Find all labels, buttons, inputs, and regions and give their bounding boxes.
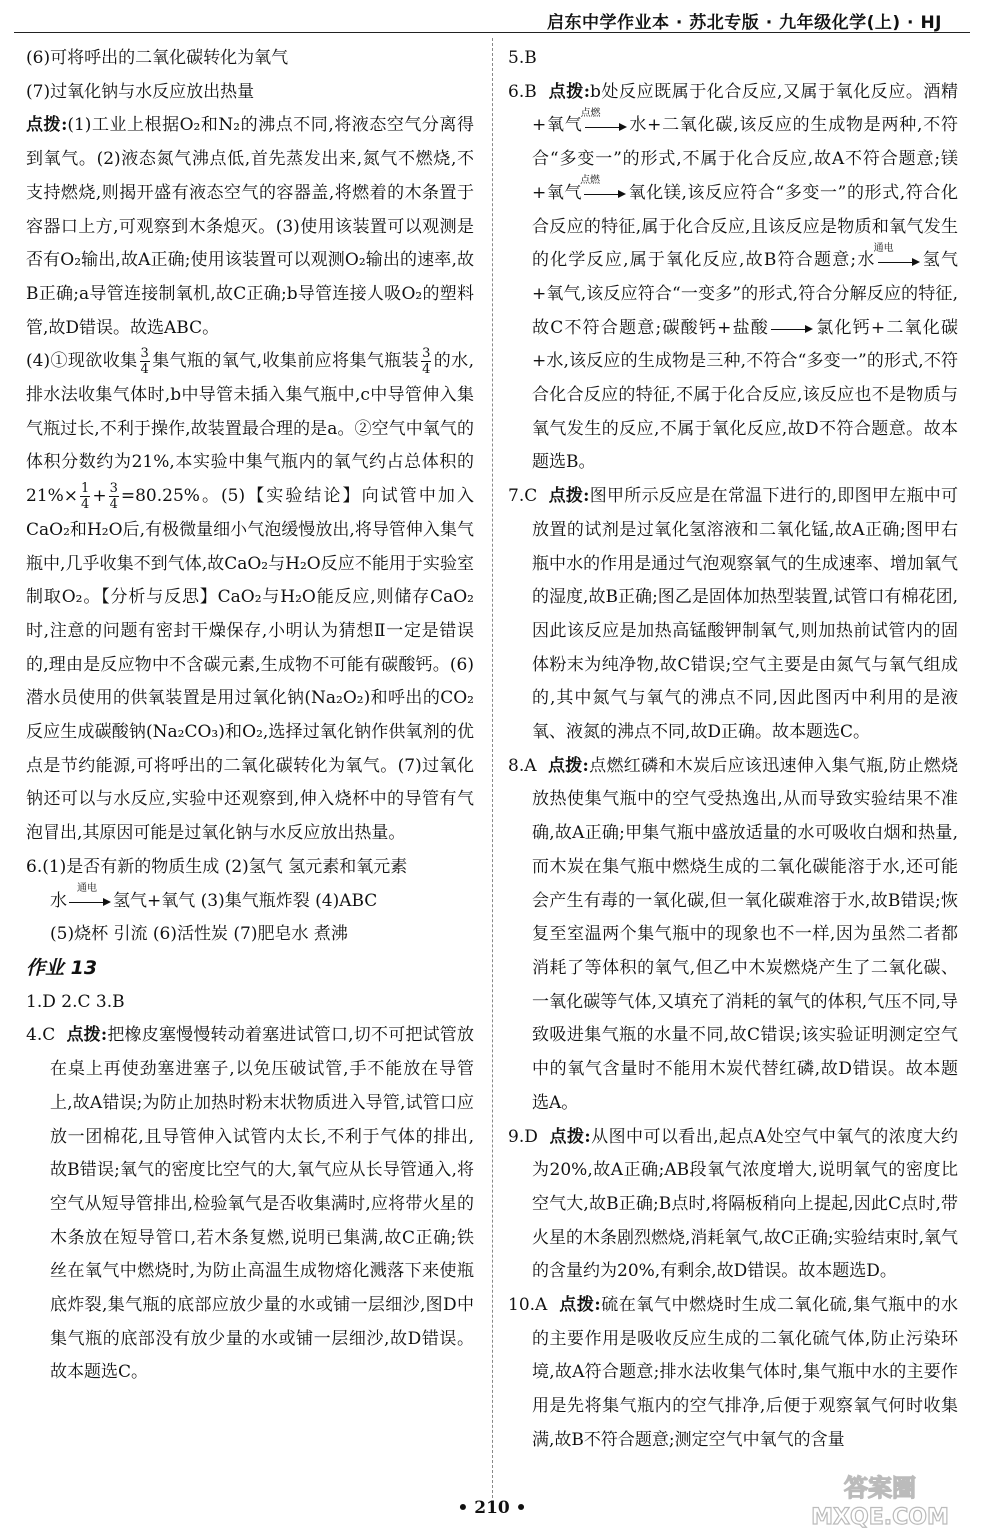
page-header bbox=[14, 0, 970, 34]
q9-tip-text: 从图中可以看出,起点A处空气中氧气的浓度大约为20%,故A正确;AB段氧气浓度增大,说明氧气的密度比空气大,故B正确;B点时,将隔板稍向上提起,因此C点时,带火星的木条剧烈燃烧,消耗氧气,故C正确;实验结束时,氧气的含量约为20%,有剩余,故D错误。故本题选D。 bbox=[532, 1126, 958, 1282]
page-number: • 210 • bbox=[457, 1498, 527, 1518]
watermark-bottom: MXQE.COM bbox=[811, 1505, 949, 1530]
q6-text-c: 氧化镁,该反应符合“多变一”的形式,符合化合反应的特征,属于化合反应,且该反应是物质和氧气发生的化学反应,属于氧化反应,故B符合题意;水 bbox=[532, 182, 958, 271]
q8-tip-label: 点拨: bbox=[547, 755, 589, 776]
q6-answer-line2 bbox=[26, 885, 474, 919]
q8-head: 8.A bbox=[508, 755, 537, 776]
q4-tip-label: 点拨: bbox=[66, 1025, 108, 1046]
q4-text-e: =80.25%。(5)【实验结论】向试管中加入CaO₂和H₂O后,有极微量细小气泡缓慢放出,将导管伸入集气瓶中,几乎收集不到气体,故CaO₂与H₂O反应不能用于实验室制取O₂。【分析与反思】CaO₂与H₂O能反应,则储存CaO₂时,注意的问题有密封干燥保存,小明认为猜想Ⅱ一定是错误的,理由是反应物中不含碳元素,生成物不可能有碳酸钙。(6)潜水员使用的供氧装置是用过氧化钠(Na₂O₂)和呼出的CO₂反应生成碳酸钠(Na₂CO₃)和O₂,选择过氧化钠作供氧剂的优点是节约能源,可将呼出的二氧化碳转化为氧气。(7)过氧化钠还可以与水反应,实验中还观察到,伸入烧杯中的导管有气泡冒出,其原因可能是过氧化钠与水反应放出热量。 bbox=[26, 486, 474, 844]
q4-head: 4.C bbox=[26, 1025, 56, 1046]
watermark-logo bbox=[790, 1468, 970, 1530]
q4-text-c: 的水,排水法收集气体时,b中导管未插入集气瓶中,c中导管伸入集气瓶过长,不利于操作,故装置最合理的是a。②空气中氧气的体积分数约为21%,本实验中集气瓶内的氧气约占总体积的21%× bbox=[26, 351, 474, 507]
header-title: 启东中学作业本 · 苏北专版 · 九年级化学(上) · HJ bbox=[547, 13, 942, 33]
q6-text-e: 氯化钙+二氧化碳+水,该反应的生成物是三种,不符合“多变一”的形式,不符合化合反应的特征,不属于化合反应,该反应也不是物质与氧气发生的反应,不属于氧化反应,故D不符合题意。故本题选B。 bbox=[532, 317, 958, 473]
answers-1-3: 1.D 2.C 3.B bbox=[26, 991, 125, 1012]
tip-label: 点拨: bbox=[26, 115, 68, 136]
q7-head: 7.C bbox=[508, 486, 538, 507]
plus-sign: + bbox=[92, 486, 107, 507]
q6-answer-line3: (5)烧杯 引流 (6)活性炭 (7)肥皂水 煮沸 bbox=[50, 924, 348, 945]
q6-line2-text: 氢气+氧气 (3)集气瓶炸裂 (4)ABC bbox=[113, 890, 378, 911]
answer-line-6: (6)可将呼出的二氧化碳转化为氧气 bbox=[26, 48, 289, 68]
answer-5: 5.B bbox=[508, 48, 537, 68]
reaction-arrow-icon-2 bbox=[771, 323, 813, 333]
q4-explanation bbox=[26, 1019, 474, 1390]
q9-tip-label: 点拨: bbox=[549, 1126, 591, 1147]
electrolysis-arrow-icon: 通电 bbox=[878, 256, 920, 266]
section-title: 作业 13 bbox=[26, 956, 98, 979]
q6-head: 6.B bbox=[508, 81, 537, 102]
header-rule bbox=[14, 32, 970, 33]
reaction-arrow-icon: 通电 bbox=[69, 896, 111, 906]
q7-explanation bbox=[508, 480, 958, 750]
left-column bbox=[26, 42, 474, 1390]
answer-line-7: (7)过氧化钠与水反应放出热量 bbox=[26, 81, 255, 102]
watermark-top: 答案圈 bbox=[844, 1474, 916, 1502]
q8-explanation bbox=[508, 750, 958, 1121]
q6-text-a: b处反应既属于化合反应,又属于氧化反应。酒精+氧气 bbox=[532, 81, 958, 136]
q6-explanation bbox=[508, 76, 958, 480]
q10-tip-label: 点拨: bbox=[559, 1295, 601, 1316]
q8-tip-text: 点燃红磷和木炭后应该迅速伸入集气瓶,防止燃烧放热使集气瓶中的空气受热逸出,从而导致实验结果不准确,故A正确;甲集气瓶中盛放适量的水可吸收白烟和热量,而木炭在集气瓶中燃烧生成的二氧化碳能溶于水,还可能会产生有毒的一氧化碳,但一氧化碳难溶于水,故B错误;恢复至室温两个集气瓶中的现象也不一样,因为虽然二者都消耗了等体积的氧气,但乙中木炭燃烧产生了二氧化碳、一氧化碳等气体,又填充了消耗的氧气的体积,气压不同,导致吸进集气瓶的水量不同,故C错误;该实验证明测定空气中的氧气含量时不能用木炭代替红磷,故D错误。故本题选A。 bbox=[532, 755, 959, 1113]
q6-text-b: 水+二氧化碳,该反应的生成物是两种,不符合“多变一”的形式,不属于化合反应,故A不符合题意;镁+氧气 bbox=[532, 115, 958, 203]
q6-text-d: 氢气+氧气,该反应符合“一变多”的形式,符合分解反应的特征,故C不符合题意;碳酸钙+盐酸 bbox=[532, 250, 959, 338]
q10-tip-text: 硫在氧气中燃烧时生成二氧化硫,集气瓶中的水的主要作用是吸收反应生成的二氧化硫气体,防止污染环境,故A符合题意;排水法收集气体时,集气瓶中水的主要作用是先将集气瓶内的空气排净,后便于观察氧气何时收集满,故B不符合题意;测定空气中氧气的含量 bbox=[532, 1295, 959, 1450]
column-divider bbox=[492, 38, 493, 1498]
q4-tip-text: 把橡皮塞慢慢转动着塞进试管口,切不可把试管放在桌上再使劲塞进塞子,以免压破试管,手不能放在导管上,故A错误;为防止加热时粉末状物质进入导管,试管口应放一团棉花,且导管伸入试管内太长,不利于气体的排出,故B错误;氧气的密度比空气的大,氧气应从长导管通入,将空气从短导管排出,检验氧气是否收集满时,应将带火星的木条放在短导管口,若木条复燃,说明已集满,故C正确;铁丝在氧气中燃烧时,为防止高温生成物熔化溅落下来使瓶底炸裂,集气瓶的底部应放少量的水或铺一层细沙,图D中集气瓶的底部没有放少量的水或铺一层细沙,故D错误。故本题选C。 bbox=[50, 1025, 474, 1383]
fraction-one-quarter: $\frac{1}{4}$ bbox=[81, 481, 90, 513]
q7-tip-label: 点拨: bbox=[548, 486, 590, 507]
q9-explanation bbox=[508, 1121, 958, 1290]
fraction-three-quarters-3: $\frac{3}{4}$ bbox=[109, 481, 118, 513]
q4-text-b: 集气瓶的氧气,收集前应将集气瓶装 bbox=[151, 351, 420, 372]
ignite-arrow-icon-2: 点燃 bbox=[584, 188, 626, 198]
water-text: 水 bbox=[50, 890, 67, 911]
ignite-arrow-icon: 点燃 bbox=[585, 121, 627, 131]
q10-head: 10.A bbox=[508, 1295, 548, 1316]
q6-answer-line1: 6.(1)是否有新的物质生成 (2)氢气 氢元素和氧元素 bbox=[26, 856, 408, 877]
fraction-three-quarters: $\frac{3}{4}$ bbox=[140, 346, 149, 378]
tip-text: (1)工业上根据O₂和N₂的沸点不同,将液态空气分离得到氧气。(2)液态氮气沸点低,首先蒸发出来,氮气不燃烧,不支持燃烧,则揭开盛有液态空气的容器盖,将燃着的木条置于容器口上方,可观察到木条熄灭。(3)使用该装置可以观测是否有O₂输出,故A正确;使用该装置可以观测O₂输出的速率,故B正确;a导管连接制氧机,故C正确;b导管连接人吸O₂的塑料管,故D错误。故选ABC。 bbox=[26, 115, 474, 338]
q7-tip-text: 图甲所示反应是在常温下进行的,即图甲左瓶中可放置的试剂是过氧化氢溶液和二氧化锰,故A正确;图甲右瓶中水的作用是通过气泡观察氧气的生成速率、增加氧气的湿度,故B正确;图乙是固体加热型装置,试管口有棉花团,因此该反应是加热高锰酸钾制氧气,则加热前试管内的固体粉末为纯净物,故C错误;空气主要是由氮气与氧气组成的,其中氮气与氧气的沸点不同,因此图丙中利用的是液氧、液氮的沸点不同,故D正确。故本题选C。 bbox=[532, 486, 959, 743]
q9-head: 9.D bbox=[508, 1126, 538, 1147]
right-column bbox=[508, 42, 958, 1458]
q10-explanation bbox=[508, 1289, 958, 1458]
fraction-three-quarters-2: $\frac{3}{4}$ bbox=[422, 346, 431, 378]
q6-tip-label: 点拨: bbox=[548, 81, 591, 102]
q4-text-a: (4)①现欲收集 bbox=[26, 351, 138, 372]
tip-paragraph bbox=[26, 109, 474, 345]
q4-paragraph bbox=[26, 345, 474, 851]
